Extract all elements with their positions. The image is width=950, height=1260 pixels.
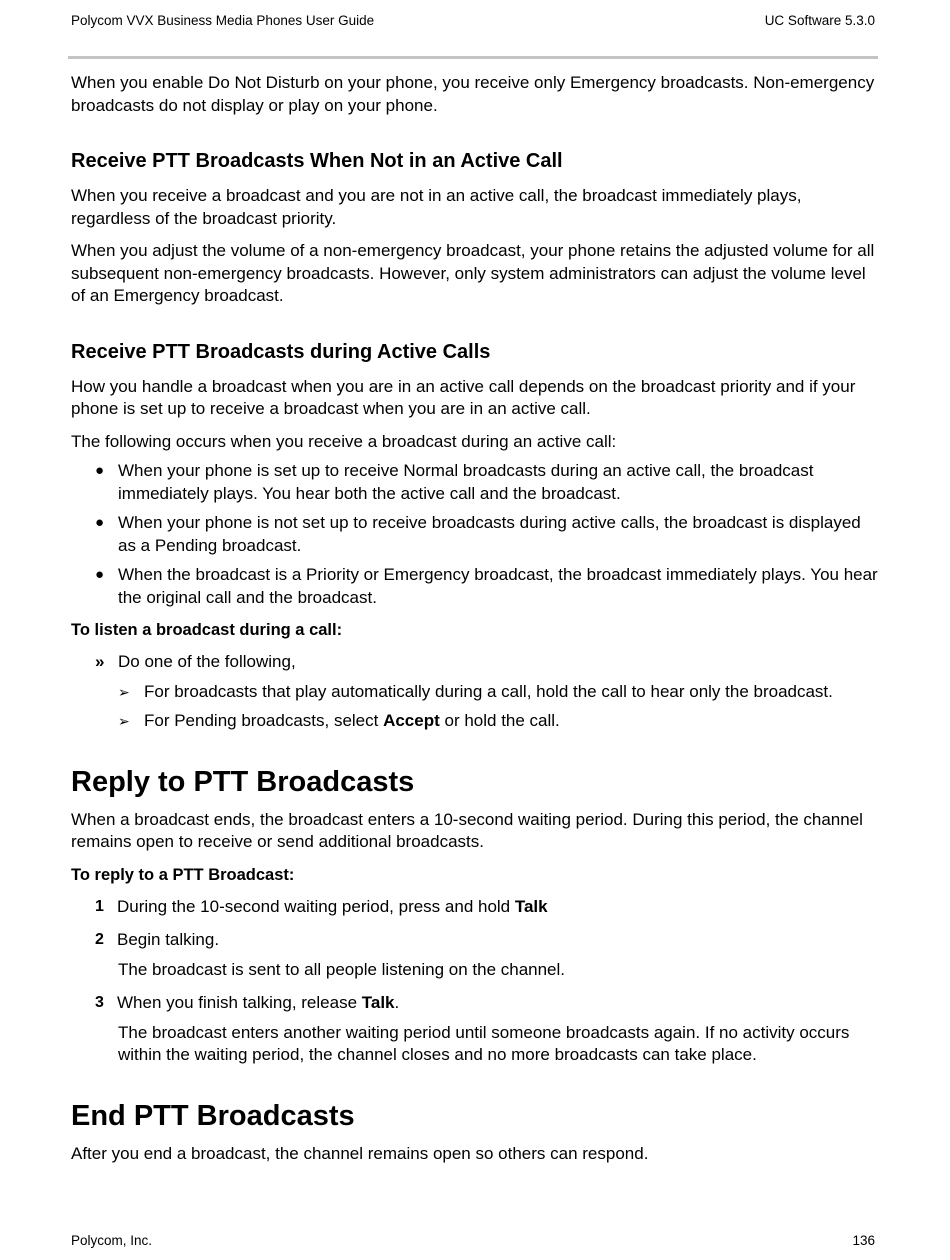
list-item: ● When your phone is not set up to receive broadcasts during active calls, the broadcast is displayed as a Pending broadcast. — [95, 513, 861, 555]
step-number: 1 — [95, 897, 104, 915]
sub-arrow-icon: ➢ — [118, 683, 130, 700]
step-note: The broadcast is sent to all people listening on the channel. — [118, 959, 566, 979]
paragraph-reply: When a broadcast ends, the broadcast enters a 10-second waiting period. During this period, the channel remains open to receive or send additional broadcasts. — [71, 809, 863, 851]
procedure-title-reply: To reply to a PTT Broadcast: — [71, 865, 295, 884]
active-call-bullet-list — [71, 460, 881, 609]
numbered-step: 3 When you finish talking, release Talk. — [71, 992, 881, 1015]
sub-step: ➢ For broadcasts that play automatically during a call, hold the call to hear only the broadcast. — [71, 681, 881, 704]
bullet-icon: ● — [95, 566, 105, 583]
paragraph-active-2: The following occurs when you receive a broadcast during an active call: — [71, 431, 617, 451]
step-arrow-icon: » — [95, 652, 105, 671]
company-name: Polycom, Inc. — [71, 1233, 153, 1248]
step-note: The broadcast enters another waiting period until someone broadcasts again. If no activity occurs within the waiting period, the channel closes and no more broadcasts can take place. — [118, 1022, 850, 1064]
procedure-step: » Do one of the following, — [71, 651, 881, 674]
page-header — [71, 13, 875, 29]
sub-arrow-icon: ➢ — [118, 713, 130, 729]
page-number: 136 — [852, 1233, 875, 1248]
paragraph-active-1: How you handle a broadcast when you are in an active call depends on the broadcast priority and if your phone is set up to receive a broadcast when you are in an active call. — [71, 376, 856, 418]
paragraph-not-active-1: When you receive a broadcast and you are not in an active call, the broadcast immediately plays, regardless of the broadcast priority. — [71, 186, 802, 228]
step-number: 3 — [95, 994, 104, 1011]
header-divider — [68, 56, 878, 59]
software-version: UC Software 5.3.0 — [764, 13, 875, 28]
dnd-paragraph: When you enable Do Not Disturb on your phone, you receive only Emergency broadcasts. Non-emergency broadcasts do not display or play on your phone. — [71, 73, 875, 115]
paragraph-not-active-2: When you adjust the volume of a non-emergency broadcast, your phone retains the adjusted volume for all subsequent non-emergency broadcasts. However, only system administrators can adjust the volume level of an Emergency broadcast. — [71, 241, 875, 305]
page-content — [71, 72, 881, 1165]
step-number: 2 — [95, 931, 104, 948]
document-title: Polycom VVX Business Media Phones User Guide — [71, 13, 375, 28]
numbered-step: 1 During the 10-second waiting period, press and hold Talk — [71, 896, 881, 919]
sub-step: ➢ For Pending broadcasts, select Accept or hold the call. — [71, 710, 881, 733]
procedure-title-listen: To listen a broadcast during a call: — [71, 621, 343, 639]
paragraph-end: After you end a broadcast, the channel remains open so others can respond. — [71, 1143, 649, 1163]
bullet-icon: ● — [95, 462, 105, 479]
bullet-icon: ● — [95, 514, 105, 531]
heading-not-active-call: Receive PTT Broadcasts When Not in an Active Call — [71, 150, 563, 172]
numbered-step: 2 Begin talking. — [71, 929, 881, 952]
list-item: ● When your phone is set up to receive Normal broadcasts during an active call, the broadcast immediately plays. You hear both the active call and the broadcast. — [95, 461, 814, 503]
heading-reply: Reply to PTT Broadcasts — [71, 765, 415, 798]
talk-term: Talk — [361, 993, 395, 1012]
talk-term: Talk — [514, 896, 548, 916]
accept-term: Accept — [383, 711, 440, 730]
heading-active-calls: Receive PTT Broadcasts during Active Calls — [71, 340, 491, 363]
list-item: ● When the broadcast is a Priority or Emergency broadcast, the broadcast immediately plays. You hear the original call and the broadcast. — [95, 565, 878, 607]
heading-end: End PTT Broadcasts — [71, 1099, 355, 1132]
